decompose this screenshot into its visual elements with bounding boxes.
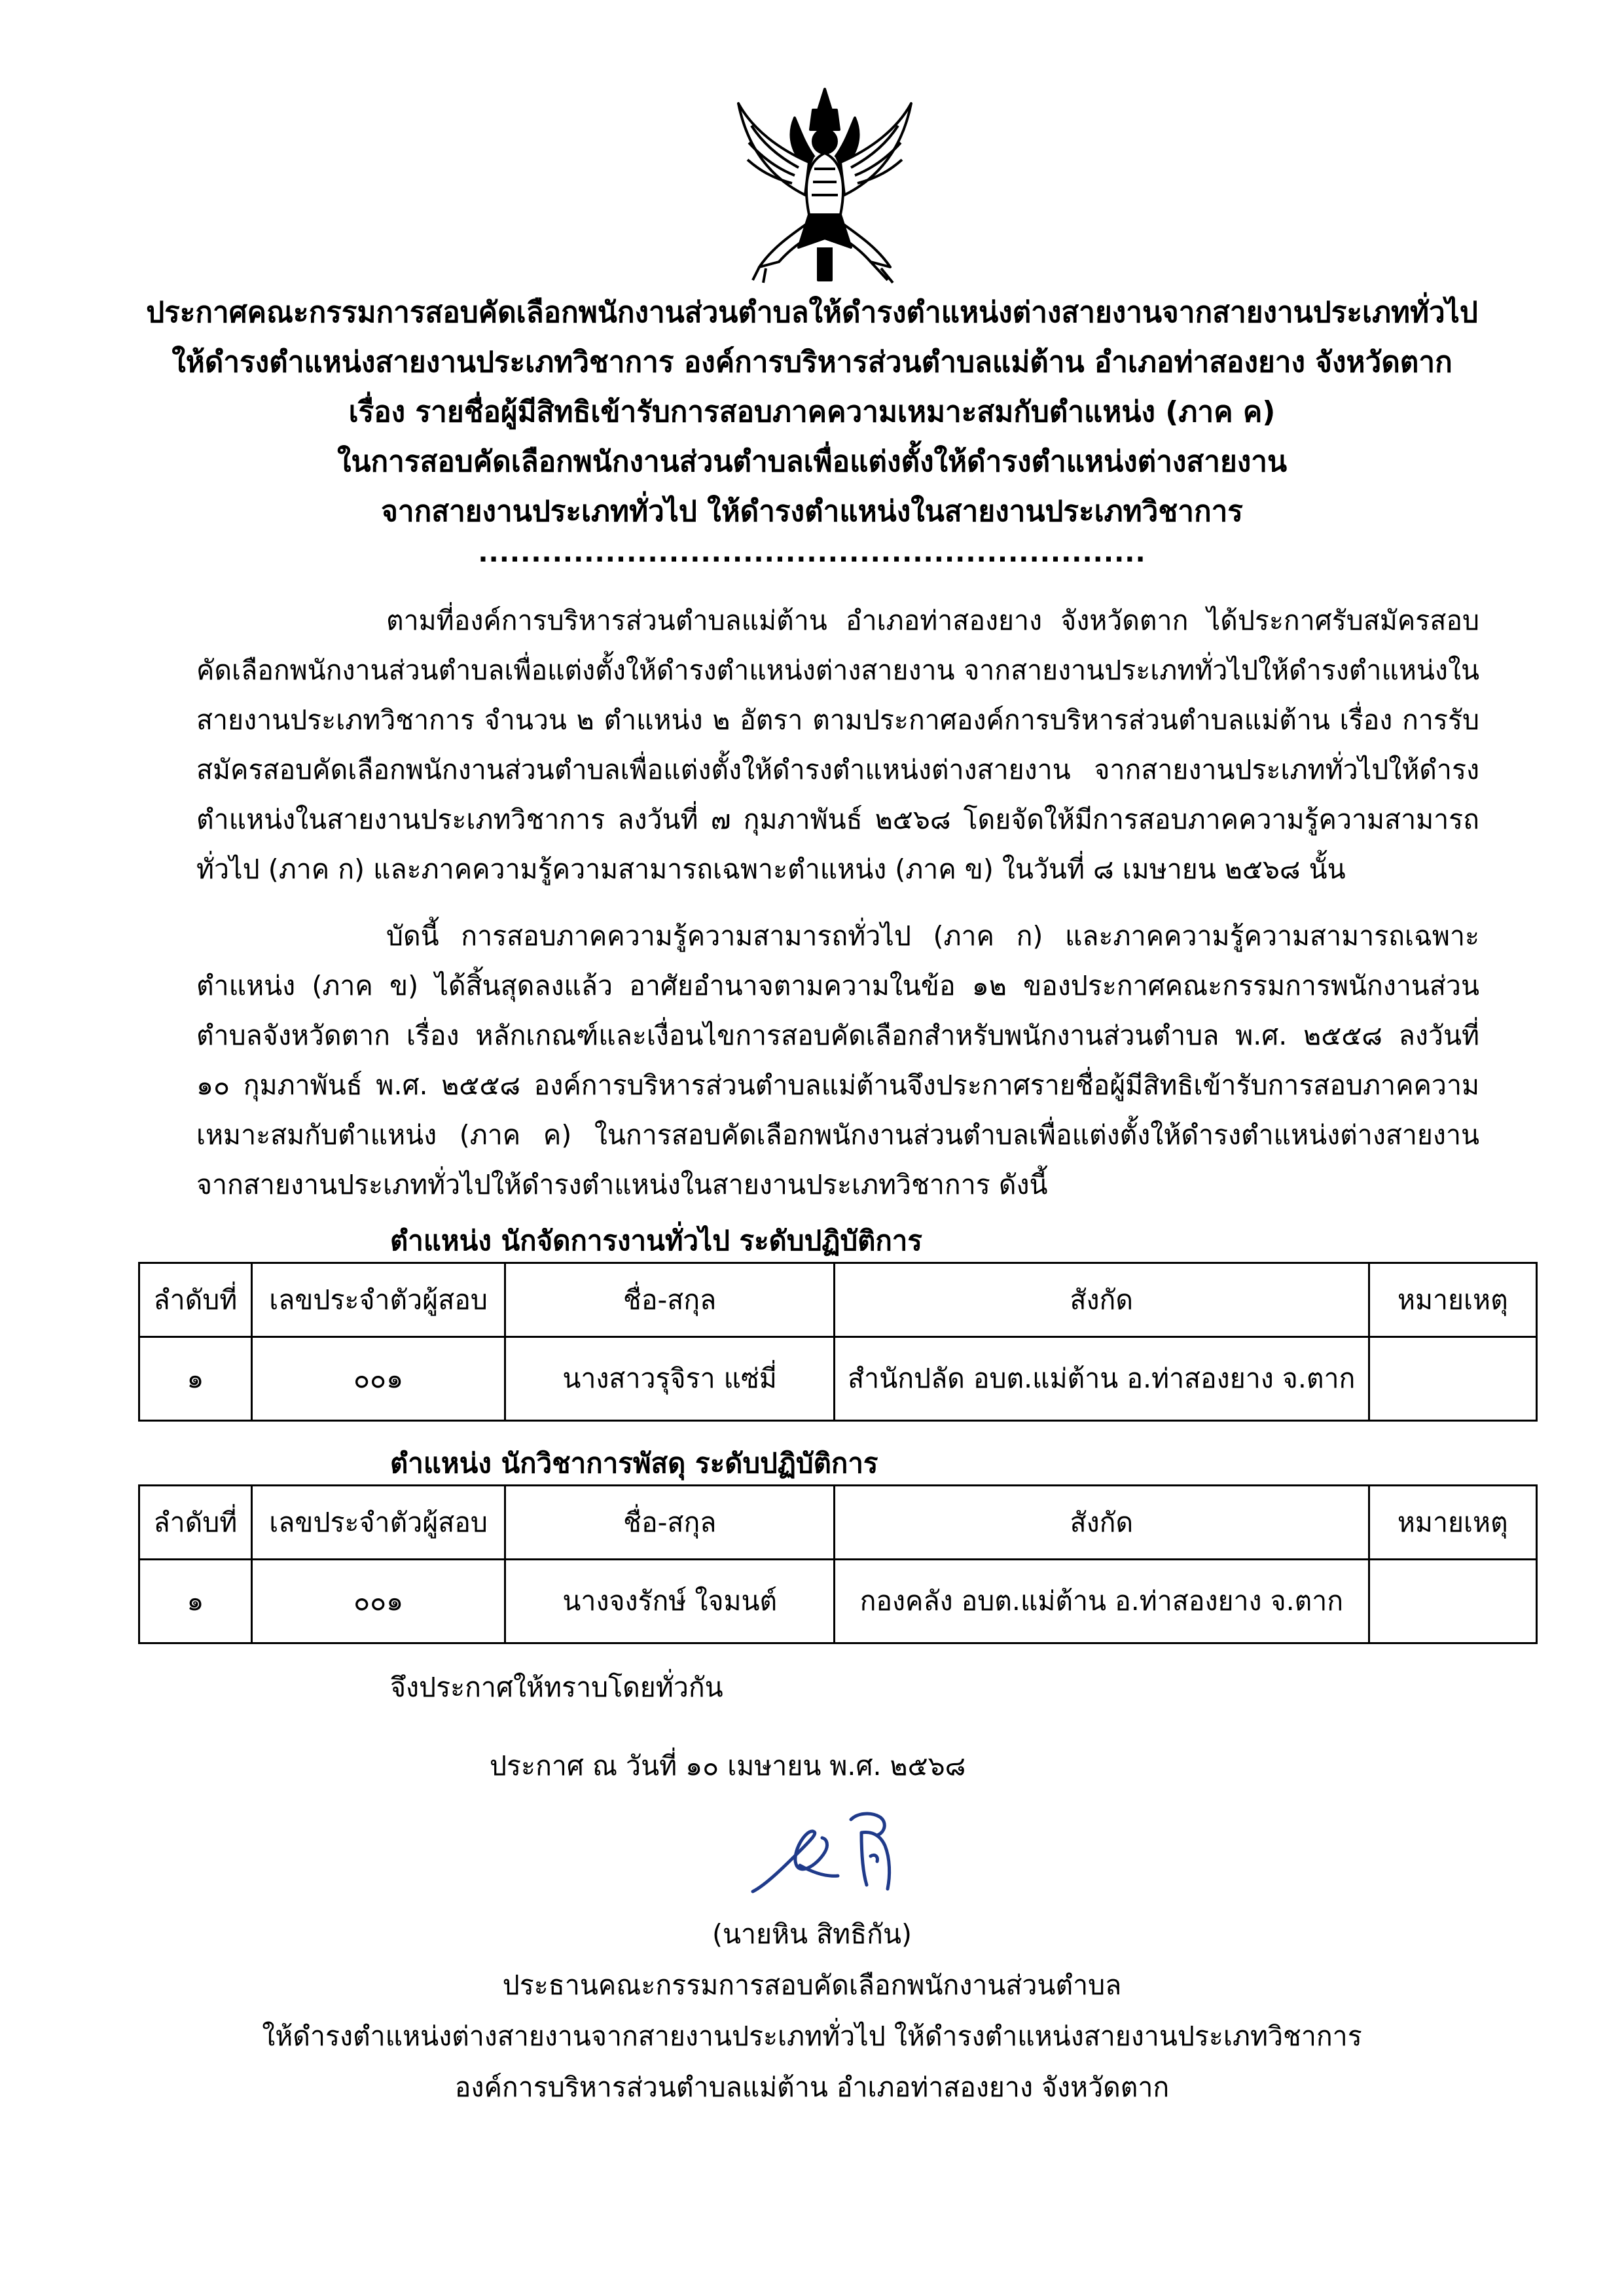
announcement-date: ประกาศ ณ วันที่ ๑๐ เมษายน พ.ศ. ๒๕๖๘	[490, 1750, 966, 1782]
paragraph-2: บัดนี้ การสอบภาคความรู้ความสามารถทั่วไป (ภาค ก) และภาคความรู้ความสามารถเฉพาะตำแหน่ง (ภาค ข) ได้สิ้นสุดลงแล้ว อาศัยอำนาจตามความในข้อ ๑๒ ของประกาศคณะกรรมการพนักงานส่วนตำบลจังหวัดตาก เรื่อง หลักเกณฑ์และเงื่อนไขการสอบคัดเลือกสำหรับพนักงานส่วนตำบล พ.ศ. ๒๕๕๘ ลงวันที่ ๑๐ กุมภาพันธ์ พ.ศ. ๒๕๕๘ องค์การบริหารส่วนตำบลแม่ต้านจึงประกาศรายชื่อผู้มีสิทธิเข้ารับการสอบภาคความเหมาะสมกับตำแหน่ง (ภาค ค) ในการสอบคัดเลือกพนักงานส่วนตำบลเพื่อแต่งตั้งให้ดำรงตำแหน่งต่างสายงานจากสายงานประเภททั่วไปให้ดำรงตำแหน่งในสายงานประเภทวิชาการ ดังนี้	[196, 920, 1479, 1200]
cell-exam-id: ๐๐๑	[251, 1337, 505, 1421]
cell-remark	[1369, 1560, 1536, 1643]
title-separator: ...............................................................	[478, 538, 1146, 568]
section-heading-1: ตำแหน่ง นักจัดการงานทั่วไป ระดับปฏิบัติการ	[390, 1225, 922, 1257]
table-row	[139, 1337, 1537, 1421]
cell-affiliation: สำนักปลัด อบต.แม่ต้าน อ.ท่าสองยาง จ.ตาก	[834, 1337, 1369, 1421]
title-line-5: จากสายงานประเภททั่วไป ให้ดำรงตำแหน่งในสายงานประเภทวิชาการ	[381, 495, 1243, 528]
table-row	[139, 1560, 1537, 1643]
title-line-1: ประกาศคณะกรรมการสอบคัดเลือกพนักงานส่วนตำบลให้ดำรงตำแหน่งต่างสายงานจากสายงานประเภททั่วไป	[146, 296, 1478, 329]
signatory-title-3: องค์การบริหารส่วนตำบลแม่ต้าน อำเภอท่าสองยาง จังหวัดตาก	[454, 2072, 1170, 2103]
announcement-title	[131, 288, 1493, 569]
header-name: ชื่อ-สกุล	[505, 1486, 835, 1560]
signatory-title-2: ให้ดำรงตำแหน่งต่างสายงานจากสายงานประเภททั่วไป ให้ดำรงตำแหน่งสายงานประเภทวิชาการ	[262, 2020, 1362, 2052]
title-line-2: ให้ดำรงตำแหน่งสายงานประเภทวิชาการ องค์การบริหารส่วนตำบลแม่ต้าน อำเภอท่าสองยาง จังหวัดตาก	[171, 346, 1453, 379]
handwritten-signature-icon	[740, 1793, 936, 1924]
header-remark: หมายเหตุ	[1369, 1486, 1536, 1560]
cell-name: นางจงรักษ์ ใจมนต์	[505, 1560, 835, 1643]
cell-remark	[1369, 1337, 1536, 1421]
signature-block	[131, 1909, 1493, 2113]
candidate-table-1	[138, 1262, 1538, 1422]
garuda-emblem-icon	[727, 84, 923, 293]
header-exam-id: เลขประจำตัวผู้สอบ	[251, 1486, 505, 1560]
section-heading-2: ตำแหน่ง นักวิชาการพัสดุ ระดับปฏิบัติการ	[390, 1447, 878, 1479]
header-affiliation: สังกัด	[834, 1263, 1369, 1337]
cell-affiliation: กองคลัง อบต.แม่ต้าน อ.ท่าสองยาง จ.ตาก	[835, 1560, 1369, 1643]
header-affiliation: สังกัด	[835, 1486, 1369, 1560]
cell-name: นางสาวรุจิรา แซ่มี่	[505, 1337, 834, 1421]
closing-announce: จึงประกาศให้ทราบโดยทั่วกัน	[390, 1672, 723, 1703]
cell-seq: ๑	[139, 1560, 252, 1643]
header-remark: หมายเหตุ	[1369, 1263, 1536, 1337]
paragraph-1: ตามที่องค์การบริหารส่วนตำบลแม่ต้าน อำเภอท่าสองยาง จังหวัดตาก ได้ประกาศรับสมัครสอบคัดเลือกพนักงานส่วนตำบลเพื่อแต่งตั้งให้ดำรงตำแหน่งต่างสายงาน จากสายงานประเภททั่วไปให้ดำรงตำแหน่งในสายงานประเภทวิชาการ จำนวน ๒ ตำแหน่ง ๒ อัตรา ตามประกาศองค์การบริหารส่วนตำบลแม่ต้าน เรื่อง การรับสมัครสอบคัดเลือกพนักงานส่วนตำบลเพื่อแต่งตั้งให้ดำรงตำแหน่งต่างสายงาน จากสายงานประเภททั่วไปให้ดำรงตำแหน่งในสายงานประเภทวิชาการ ลงวันที่ ๗ กุมภาพันธ์ ๒๕๖๘ โดยจัดให้มีการสอบภาคความรู้ความสามารถทั่วไป (ภาค ก) และภาคความรู้ความสามารถเฉพาะตำแหน่ง (ภาค ข) ในวันที่ ๘ เมษายน ๒๕๖๘ นั้น	[196, 605, 1479, 885]
header-seq: ลำดับที่	[139, 1486, 252, 1560]
candidate-table-2	[138, 1484, 1538, 1644]
title-line-3: เรื่อง รายชื่อผู้มีสิทธิเข้ารับการสอบภาคความเหมาะสมกับตำแหน่ง (ภาค ค)	[348, 395, 1276, 429]
header-seq: ลำดับที่	[139, 1263, 252, 1337]
cell-exam-id: ๐๐๑	[251, 1560, 505, 1643]
table-header-row	[139, 1486, 1537, 1560]
signatory-name: (นายหิน สิทธิกัน)	[712, 1918, 912, 1950]
title-line-4: ในการสอบคัดเลือกพนักงานส่วนตำบลเพื่อแต่งตั้งให้ดำรงตำแหน่งต่างสายงาน	[336, 445, 1288, 478]
table-header-row	[139, 1263, 1537, 1337]
header-name: ชื่อ-สกุล	[505, 1263, 834, 1337]
header-exam-id: เลขประจำตัวผู้สอบ	[251, 1263, 505, 1337]
signatory-title-1: ประธานคณะกรรมการสอบคัดเลือกพนักงานส่วนตำบล	[502, 1969, 1122, 2001]
cell-seq: ๑	[139, 1337, 252, 1421]
